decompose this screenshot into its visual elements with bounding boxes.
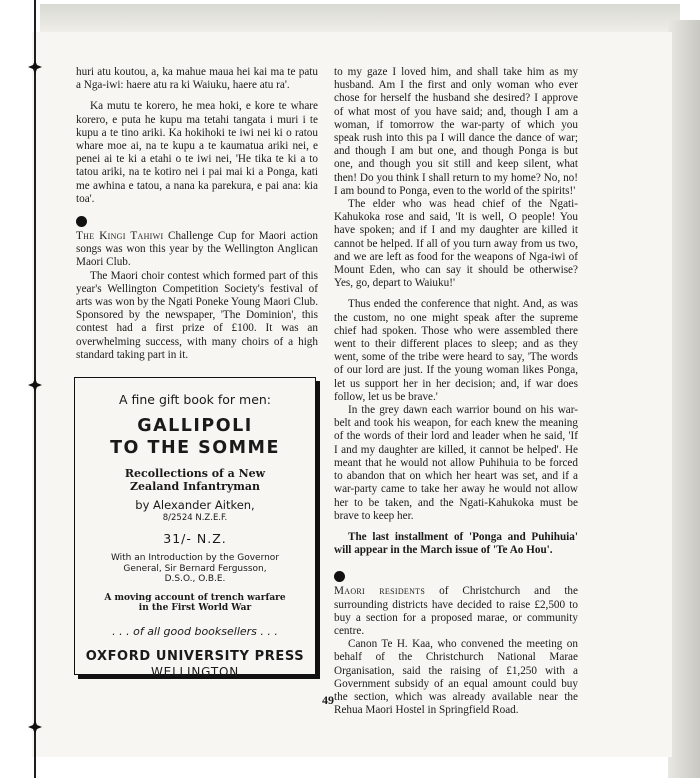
- ad-book-title: [75, 415, 315, 459]
- ad-description: [75, 593, 315, 614]
- page-top-edge: [40, 4, 680, 33]
- lead-in: Maori residents: [334, 585, 426, 598]
- paragraph: Ka mutu te korero, he mea hoki, e kore te whare korero, e puta he kupu ma tetahi tangata i muri i te kupu a te tino ariki. Ka hokihoki te iwi nei ki o ratou whare moe ai, na te kupu a te kaumatua ariki nei, e penei ai te ki a etahi o te iwi nei, 'He tika te ki a to tatou ariki, na te kotiro nei i pai mai ki a Ponga, kati me awhina e tatou, a nana ka parekura, e pai ana: kia toa'.: [76, 100, 318, 205]
- news-text: Challenge Cup for Maori action songs was won this year by the Wellington Anglican Maori Club.: [76, 230, 318, 269]
- ad-author-rank: 8/2524 N.Z.E.F.: [162, 513, 228, 523]
- book-advertisement: [74, 377, 316, 679]
- news-item: [76, 230, 318, 270]
- ad-intro: A fine gift book for men:: [118, 392, 272, 407]
- ad-note-line: General, Sir Bernard Fergusson,: [123, 563, 267, 574]
- ad-publisher: OXFORD UNIVERSITY PRESS: [85, 648, 305, 664]
- page-number: 49: [322, 693, 334, 707]
- ad-subtitle: [75, 467, 315, 493]
- paragraph: The elder who was head chief of the Ngati-Kahukoka rose and said, 'It is well, O people! You have spoken; and if I and my daughter are killed it cannot be helped. If all of you turn away from us two, and we are left as food for the weapons of Nga-iwi of Mount Eden, who can say it should be otherwise? Yes, go, depart to Waiuku!': [334, 198, 578, 290]
- paragraph: The Maori choir contest which formed part of this year's Wellington Competition Society's festival of arts was won by the Ngati Poneke Young Maori Club. Sponsored by the newspaper, 'The Dominion', this contest had a first prize of £100. It was an overwhelming success, with many choirs of a high standard taking part in it.: [76, 269, 318, 361]
- ad-title-line: TO THE SOMME: [110, 438, 280, 458]
- paragraph: huri atu koutou, a, ka mahue maua hei kai ma te patu a Nga-iwi: haere atu ra ki Waiuku, haere atu ra'.: [76, 66, 318, 92]
- paragraph: In the grey dawn each warrior bound on his war-belt and took his weapon, for each knew the meaning of the words of their lord and leader when he said, 'If I and my daughter are killed, it cannot be helped'. He meant that he would not allow Puhihuia to be forced to abandon that on which her heart was set, and if a war-party came to take her away he would not allow her to be taken, and the Ngati-Kahukoka must be brave to keep her.: [334, 404, 578, 522]
- ad-subtitle-line: Recollections of a New: [124, 467, 266, 480]
- binding-staple-icon: [28, 60, 42, 74]
- ad-description-line: in the First World War: [138, 603, 252, 613]
- paragraph: to my gaze I loved him, and shall take him as my husband. Am I the first and only woman who ever chose for herself the husband she desired? I approve of what most of you have said; and, though I am a woman, if tomorrow the war-party of which you speak rush into this pa I will dance the dance of war; and though I am but one, and though Ponga is but one, and though you sit still and keep silent, what then! Do you think I shall return to my home? No, no! I am bound to Ponga, even to the world of the spirits!': [334, 66, 578, 197]
- ad-note-line: D.S.O., O.B.E.: [164, 574, 226, 584]
- page-right-edge: [668, 20, 700, 778]
- right-column: [334, 66, 578, 717]
- news-text: of Christchurch and the surrounding districts have decided to raise £2,500 to buy a section for a proposed marae, or community centre.: [334, 585, 578, 637]
- section-bullet-icon: [76, 216, 87, 227]
- ad-subtitle-line: Zealand Infantryman: [129, 480, 260, 493]
- left-column: [76, 66, 318, 362]
- ad-note-line: With an Introduction by the Governor: [110, 553, 280, 563]
- paragraph: Canon Te H. Kaa, who convened the meeting on behalf of the Christchurch National Marae Organisation, said the raising of £1,250 with a Government subsidy of an equal amount could buy the section, which was already available near the Rehua Maori Hostel in Springfield Road.: [334, 638, 578, 717]
- ad-author: by Alexander Aitken,: [135, 498, 255, 512]
- news-item: [334, 585, 578, 638]
- lead-in: The Kingi Tahiwi: [76, 230, 164, 243]
- ad-publisher-city: WELLINGTON: [151, 664, 239, 679]
- series-notice: The last installment of 'Ponga and Puhihuia' will appear in the March issue of 'Te Ao Hou'.: [334, 530, 578, 557]
- ad-booksellers: . . . of all good booksellers . . .: [112, 624, 278, 638]
- ad-title-line: GALLIPOLI: [137, 416, 253, 436]
- paragraph: Thus ended the conference that night. And, as was the custom, no one might speak after the supreme chief had spoken. Those who were assembled there went to their different places to sleep; and as they went, some of the tribe were heard to say, 'The words of our lord are just. If the young woman likes Ponga, let us support her in her decision; and, if war does follow, let us be brave.': [334, 298, 578, 403]
- ad-introduction-note: [75, 553, 315, 585]
- section-bullet-icon: [334, 571, 345, 582]
- binding-staple-icon: [28, 720, 42, 734]
- ad-price: 31/- N.Z.: [163, 531, 227, 546]
- ad-description-line: A moving account of trench warfare: [104, 592, 286, 603]
- binding-staple-icon: [28, 378, 42, 392]
